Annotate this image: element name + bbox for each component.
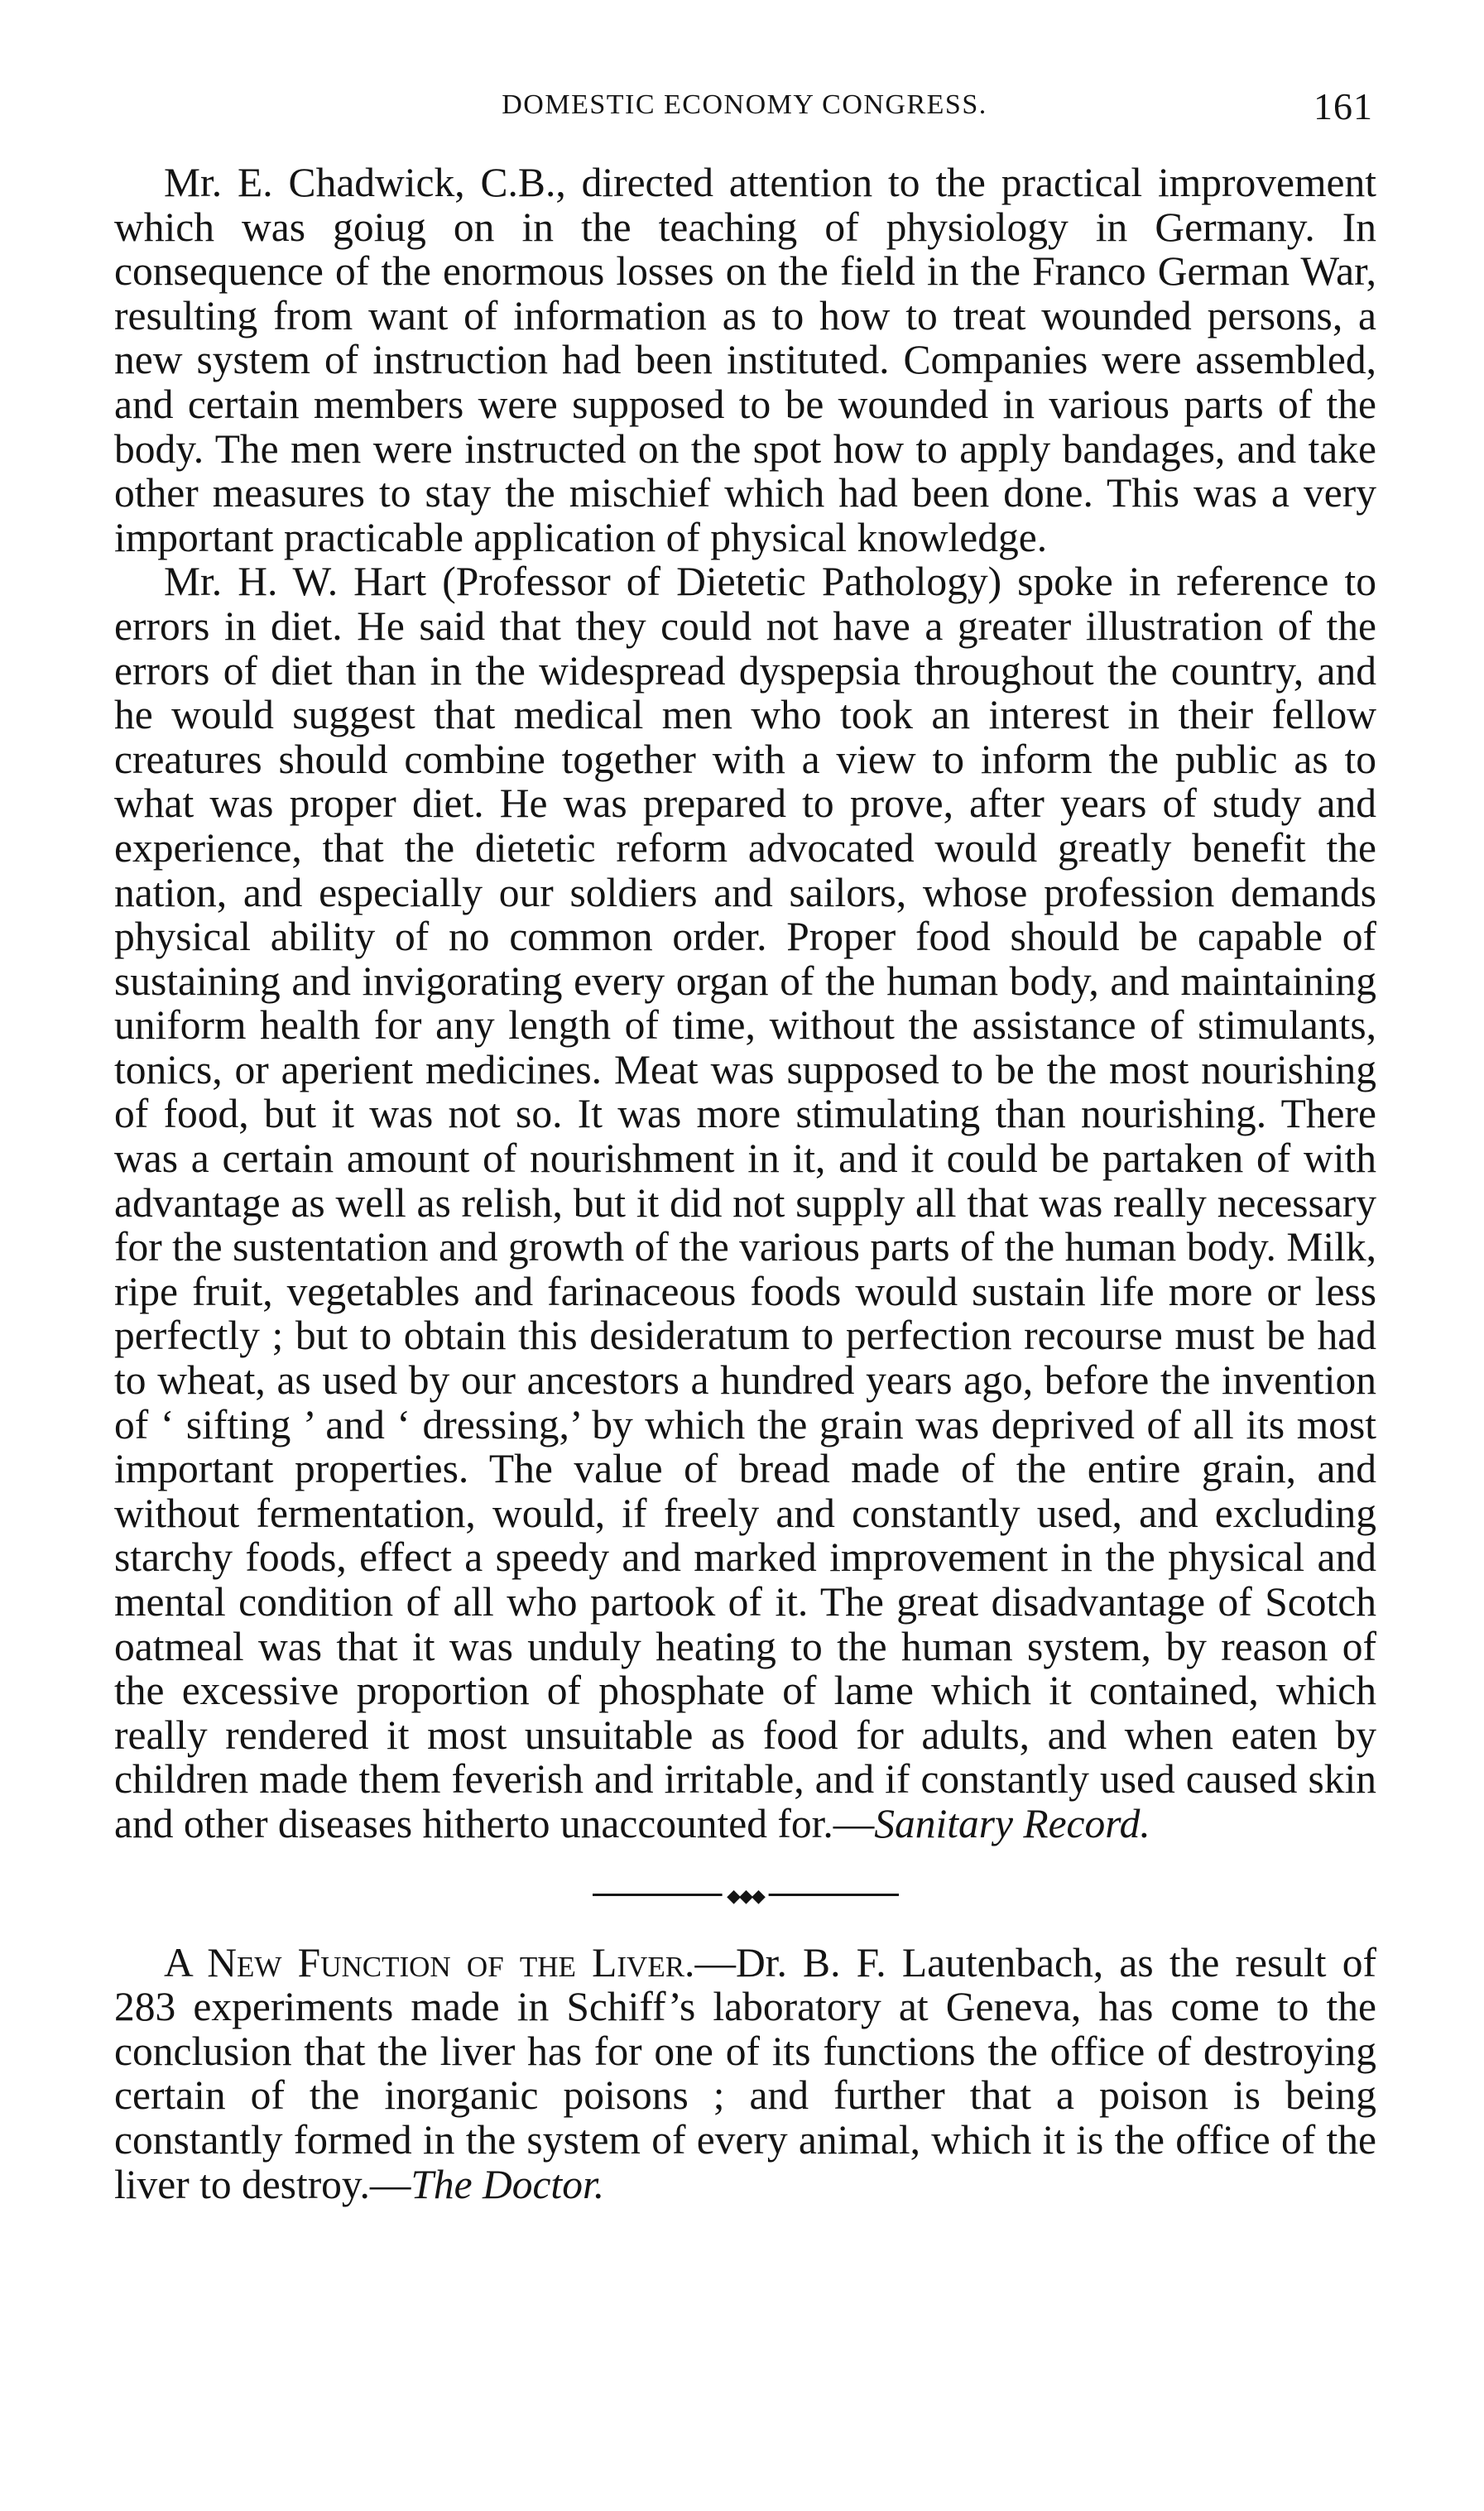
divider-ornament-icon: ◆◆◆ (722, 1885, 769, 1907)
paragraph-chadwick (114, 161, 1376, 559)
paragraph-text: Mr. E. Chadwick, C.B., directed attention to the practical improvement which was goiug on in the teaching of physiology in Germany. In consequence of the enormous losses on the field in the Franco German War, resulting from want of information as to how to treat wounded persons, a new system of instruction had been instituted. Companies were assembled, and certain members were supposed to be wounded in various parts of the body. The men were instructed on the spot how to apply bandages, and take other measures to stay the mischief which had been done. This was a very important practicable application of physical knowledge. (114, 160, 1376, 560)
running-title: DOMESTIC ECONOMY CONGRESS. (502, 89, 987, 120)
page-number: 161 (1314, 85, 1373, 127)
paragraph-hart (114, 559, 1376, 1846)
running-header (114, 85, 1375, 132)
paragraph-text: —Dr. B. F. Lautenbach, as the result of 283 experiments made in Schiff’s laboratory at Geneva, has come to the conclusion that the liver has for one of its functions the office of destroying certain of the inorganic poisons ; and further that a poison is being constantly formed in the system of every animal, which it is the office of the liver to destroy.— (114, 1939, 1376, 2207)
source-citation: Sanitary Record. (874, 1800, 1150, 1846)
article-heading: A New Function of the Liver. (164, 1939, 695, 1985)
paragraph-text: Mr. H. W. Hart (Professor of Dietetic Pathology) spoke in reference to errors in diet. He said that they could not have a greater illustration of the errors of diet than in the widespread dyspepsia throughout the country, and he would suggest that medical men who took an interest in their fellow creatures should combine together with a view to inform the public as to what was proper diet. He was prepared to prove, after years of study and experience, that the dietetic reform advocated would greatly benefit the nation, and especially our soldiers and sailors, whose profession demands physical ability of no common order. Proper food should be capable of sustaining and invigorating every organ of the human body, and maintaining uniform health for any length of time, without the assistance of stimulants, tonics, or aperient medicines. Meat was supposed to be the most nourishing of food, but it was not so. It was more stimulating than nourishing. There was a certain amount of nourishment in it, and it could be partaken of with advantage as well as relish, but it did not supply all that was really necessary for the sustentation and growth of the various parts of the human body. Milk, ripe fruit, vegetables and farinaceous foods would sustain life more or less perfectly ; but to obtain this desideratum to perfection recourse must be had to wheat, as used by our ancestors a hundred years ago, before the invention of ‘ sifting ’ and ‘ dressing,’ by which the grain was deprived of all its most important properties. The value of bread made of the entire grain, and without fermentation, would, if freely and constantly used, and excluding starchy foods, effect a speedy and marked improvement in the physical and mental condition of all who partook of it. The great disadvantage of Scotch oatmeal was that it was unduly heating to the human system, by reason of the excessive proportion of phosphate of lame which it contained, which really rendered it most unsuitable as food for adults, and when eaten by children made them feverish and irritable, and if constantly used caused skin and other diseases hitherto unaccounted for.— (114, 559, 1376, 1846)
source-citation: The Doctor. (411, 2161, 605, 2207)
paragraph-liver (114, 1941, 1376, 2207)
section-divider (593, 1878, 899, 1911)
